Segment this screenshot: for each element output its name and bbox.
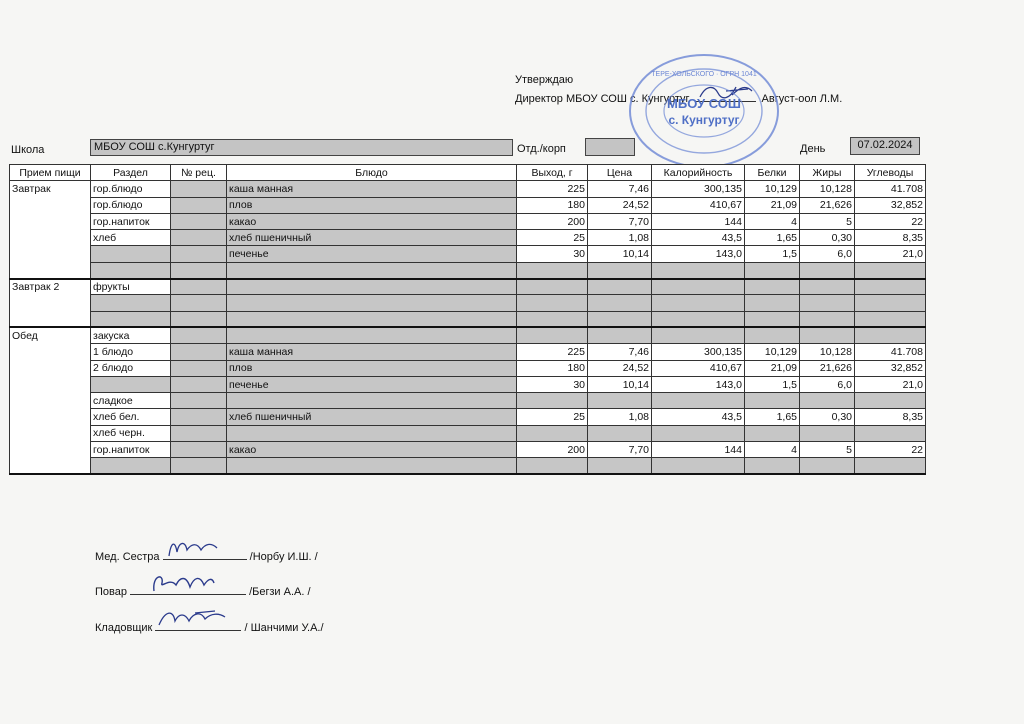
fat-cell: 21,626 bbox=[800, 197, 855, 213]
col-fat: Жиры bbox=[800, 165, 855, 181]
recipe-cell bbox=[171, 425, 227, 441]
col-recipe: № рец. bbox=[171, 165, 227, 181]
table-row bbox=[10, 442, 926, 458]
output-cell bbox=[517, 295, 588, 311]
section-cell bbox=[91, 246, 171, 262]
section-cell: гор.напиток bbox=[91, 213, 171, 229]
section-cell: 1 блюдо bbox=[91, 344, 171, 360]
recipe-cell bbox=[171, 458, 227, 474]
output-cell bbox=[517, 327, 588, 343]
carbs-cell: 41.708 bbox=[855, 181, 926, 197]
approval-director-name: Август-оол Л.М. bbox=[761, 93, 843, 105]
table-row bbox=[10, 409, 926, 425]
section-cell bbox=[91, 458, 171, 474]
signature-storekeeper bbox=[95, 617, 324, 634]
recipe-cell bbox=[171, 360, 227, 376]
recipe-cell bbox=[171, 311, 227, 327]
approval-title: Утверждаю bbox=[515, 74, 574, 86]
recipe-cell bbox=[171, 327, 227, 343]
calories-cell bbox=[652, 425, 745, 441]
nurse-name: /Норбу И.Ш. / bbox=[249, 551, 318, 563]
meal-cell bbox=[10, 425, 91, 441]
carbs-cell: 22 bbox=[855, 442, 926, 458]
calories-cell: 300,135 bbox=[652, 181, 745, 197]
fat-cell: 6,0 bbox=[800, 246, 855, 262]
fat-cell bbox=[800, 279, 855, 295]
protein-cell: 21,09 bbox=[745, 360, 800, 376]
day-field: 07.02.2024 bbox=[850, 137, 920, 155]
protein-cell: 4 bbox=[745, 442, 800, 458]
calories-cell: 143,0 bbox=[652, 246, 745, 262]
output-cell: 30 bbox=[517, 246, 588, 262]
col-meal: Прием пищи bbox=[10, 165, 91, 181]
meal-cell bbox=[10, 262, 91, 278]
dish-cell: плов bbox=[227, 360, 517, 376]
table-row bbox=[10, 246, 926, 262]
price-cell: 7,70 bbox=[588, 442, 652, 458]
protein-cell: 10,129 bbox=[745, 181, 800, 197]
section-cell: фрукты bbox=[91, 279, 171, 295]
price-cell: 7,70 bbox=[588, 213, 652, 229]
carbs-cell: 32,852 bbox=[855, 360, 926, 376]
output-cell bbox=[517, 279, 588, 295]
price-cell bbox=[588, 425, 652, 441]
section-cell: хлеб bbox=[91, 230, 171, 246]
fat-cell bbox=[800, 311, 855, 327]
school-label: Школа bbox=[11, 144, 45, 156]
price-cell bbox=[588, 279, 652, 295]
price-cell: 7,46 bbox=[588, 181, 652, 197]
recipe-cell bbox=[171, 197, 227, 213]
price-cell bbox=[588, 295, 652, 311]
output-cell: 25 bbox=[517, 230, 588, 246]
calories-cell bbox=[652, 311, 745, 327]
dish-cell: каша манная bbox=[227, 344, 517, 360]
carbs-cell bbox=[855, 311, 926, 327]
dish-cell: каша манная bbox=[227, 181, 517, 197]
carbs-cell: 32,852 bbox=[855, 197, 926, 213]
meal-cell: Завтрак 2 bbox=[10, 279, 91, 295]
output-cell: 30 bbox=[517, 376, 588, 392]
col-price: Цена bbox=[588, 165, 652, 181]
fat-cell bbox=[800, 458, 855, 474]
output-cell: 180 bbox=[517, 360, 588, 376]
table-row bbox=[10, 360, 926, 376]
fat-cell: 0,30 bbox=[800, 409, 855, 425]
recipe-cell bbox=[171, 409, 227, 425]
col-protein: Белки bbox=[745, 165, 800, 181]
calories-cell: 410,67 bbox=[652, 197, 745, 213]
fat-cell bbox=[800, 393, 855, 409]
recipe-cell bbox=[171, 279, 227, 295]
meal-cell bbox=[10, 458, 91, 474]
calories-cell bbox=[652, 393, 745, 409]
stamp-ring-text: ТЕРЕ-ХОЛЬСКОГО · ОГРН 1041 bbox=[651, 71, 757, 78]
carbs-cell: 8,35 bbox=[855, 230, 926, 246]
table-header-row bbox=[10, 165, 926, 181]
protein-cell bbox=[745, 262, 800, 278]
carbs-cell bbox=[855, 295, 926, 311]
protein-cell bbox=[745, 295, 800, 311]
col-section: Раздел bbox=[91, 165, 171, 181]
table-row bbox=[10, 197, 926, 213]
section-cell: хлеб черн. bbox=[91, 425, 171, 441]
carbs-cell: 41.708 bbox=[855, 344, 926, 360]
protein-cell: 4 bbox=[745, 213, 800, 229]
protein-cell: 1,65 bbox=[745, 230, 800, 246]
price-cell bbox=[588, 393, 652, 409]
fat-cell: 0,30 bbox=[800, 230, 855, 246]
output-cell: 200 bbox=[517, 213, 588, 229]
dept-field bbox=[585, 138, 635, 156]
storekeeper-signature bbox=[155, 617, 241, 631]
cook-role: Повар bbox=[95, 586, 127, 598]
meal-cell bbox=[10, 295, 91, 311]
price-cell: 1,08 bbox=[588, 230, 652, 246]
section-cell bbox=[91, 295, 171, 311]
meal-cell bbox=[10, 393, 91, 409]
approval-director-title: Директор МБОУ СОШ с. Кунгуртуг bbox=[515, 93, 690, 105]
section-cell: гор.блюдо bbox=[91, 181, 171, 197]
protein-cell bbox=[745, 327, 800, 343]
col-carbs: Углеводы bbox=[855, 165, 926, 181]
storekeeper-name: / Шанчими У.А./ bbox=[244, 622, 324, 634]
section-cell: закуска bbox=[91, 327, 171, 343]
table-row bbox=[10, 262, 926, 278]
output-cell bbox=[517, 393, 588, 409]
dish-cell bbox=[227, 425, 517, 441]
stamp-seal-icon bbox=[627, 52, 781, 170]
dish-cell: печенье bbox=[227, 246, 517, 262]
meal-cell bbox=[10, 246, 91, 262]
output-cell: 180 bbox=[517, 197, 588, 213]
output-cell bbox=[517, 311, 588, 327]
day-label: День bbox=[800, 143, 826, 155]
carbs-cell bbox=[855, 279, 926, 295]
fat-cell bbox=[800, 262, 855, 278]
price-cell bbox=[588, 327, 652, 343]
dish-cell: хлеб пшеничный bbox=[227, 409, 517, 425]
calories-cell bbox=[652, 458, 745, 474]
section-cell bbox=[91, 262, 171, 278]
table-row bbox=[10, 181, 926, 197]
dish-cell: хлеб пшеничный bbox=[227, 230, 517, 246]
storekeeper-role: Кладовщик bbox=[95, 622, 153, 634]
recipe-cell bbox=[171, 181, 227, 197]
table-row bbox=[10, 425, 926, 441]
col-calories: Калорийность bbox=[652, 165, 745, 181]
recipe-cell bbox=[171, 230, 227, 246]
nurse-role: Мед. Сестра bbox=[95, 551, 160, 563]
calories-cell: 144 bbox=[652, 213, 745, 229]
fat-cell: 10,128 bbox=[800, 181, 855, 197]
meal-cell bbox=[10, 230, 91, 246]
protein-cell bbox=[745, 458, 800, 474]
price-cell bbox=[588, 458, 652, 474]
carbs-cell bbox=[855, 458, 926, 474]
recipe-cell bbox=[171, 213, 227, 229]
table-row bbox=[10, 213, 926, 229]
meal-cell: Обед bbox=[10, 327, 91, 343]
carbs-cell: 21,0 bbox=[855, 376, 926, 392]
section-cell bbox=[91, 376, 171, 392]
table-row bbox=[10, 279, 926, 295]
fat-cell bbox=[800, 425, 855, 441]
recipe-cell bbox=[171, 295, 227, 311]
meal-cell bbox=[10, 376, 91, 392]
stamp-center-line2: с. Кунгуртуг bbox=[668, 113, 740, 127]
protein-cell: 1,5 bbox=[745, 376, 800, 392]
protein-cell: 1,5 bbox=[745, 246, 800, 262]
dish-cell: какао bbox=[227, 442, 517, 458]
table-row bbox=[10, 295, 926, 311]
section-cell: хлеб бел. bbox=[91, 409, 171, 425]
calories-cell bbox=[652, 262, 745, 278]
calories-cell: 143,0 bbox=[652, 376, 745, 392]
table-row bbox=[10, 230, 926, 246]
fat-cell: 21,626 bbox=[800, 360, 855, 376]
meal-cell bbox=[10, 311, 91, 327]
calories-cell bbox=[652, 327, 745, 343]
price-cell: 7,46 bbox=[588, 344, 652, 360]
cook-signature bbox=[130, 581, 246, 595]
meal-cell bbox=[10, 360, 91, 376]
carbs-cell: 21,0 bbox=[855, 246, 926, 262]
price-cell: 24,52 bbox=[588, 360, 652, 376]
price-cell: 10,14 bbox=[588, 376, 652, 392]
dish-cell bbox=[227, 279, 517, 295]
output-cell: 225 bbox=[517, 181, 588, 197]
menu-table bbox=[9, 164, 926, 475]
calories-cell: 144 bbox=[652, 442, 745, 458]
table-row bbox=[10, 327, 926, 343]
fat-cell: 10,128 bbox=[800, 344, 855, 360]
protein-cell bbox=[745, 425, 800, 441]
carbs-cell: 8,35 bbox=[855, 409, 926, 425]
protein-cell: 10,129 bbox=[745, 344, 800, 360]
calories-cell: 43,5 bbox=[652, 409, 745, 425]
section-cell: 2 блюдо bbox=[91, 360, 171, 376]
protein-cell: 1,65 bbox=[745, 409, 800, 425]
fat-cell: 5 bbox=[800, 442, 855, 458]
dish-cell bbox=[227, 311, 517, 327]
dish-cell bbox=[227, 458, 517, 474]
dish-cell: плов bbox=[227, 197, 517, 213]
protein-cell bbox=[745, 311, 800, 327]
carbs-cell: 22 bbox=[855, 213, 926, 229]
carbs-cell bbox=[855, 327, 926, 343]
output-cell: 25 bbox=[517, 409, 588, 425]
dish-cell: какао bbox=[227, 213, 517, 229]
dept-label: Отд./корп bbox=[517, 143, 566, 155]
table-row bbox=[10, 393, 926, 409]
fat-cell bbox=[800, 327, 855, 343]
col-dish: Блюдо bbox=[227, 165, 517, 181]
section-cell: сладкое bbox=[91, 393, 171, 409]
section-cell bbox=[91, 311, 171, 327]
calories-cell: 43,5 bbox=[652, 230, 745, 246]
table-row bbox=[10, 344, 926, 360]
recipe-cell bbox=[171, 393, 227, 409]
protein-cell: 21,09 bbox=[745, 197, 800, 213]
school-field: МБОУ СОШ с.Кунгуртуг bbox=[90, 139, 513, 156]
section-cell: гор.блюдо bbox=[91, 197, 171, 213]
output-cell bbox=[517, 458, 588, 474]
carbs-cell bbox=[855, 425, 926, 441]
price-cell bbox=[588, 262, 652, 278]
col-output: Выход, г bbox=[517, 165, 588, 181]
meal-cell bbox=[10, 409, 91, 425]
recipe-cell bbox=[171, 376, 227, 392]
recipe-cell bbox=[171, 262, 227, 278]
meal-cell: Завтрак bbox=[10, 181, 91, 197]
table-row bbox=[10, 376, 926, 392]
fat-cell: 5 bbox=[800, 213, 855, 229]
meal-cell bbox=[10, 442, 91, 458]
dish-cell bbox=[227, 262, 517, 278]
calories-cell bbox=[652, 279, 745, 295]
dish-cell bbox=[227, 327, 517, 343]
recipe-cell bbox=[171, 246, 227, 262]
recipe-cell bbox=[171, 442, 227, 458]
fat-cell bbox=[800, 295, 855, 311]
calories-cell bbox=[652, 295, 745, 311]
table-row bbox=[10, 458, 926, 474]
fat-cell: 6,0 bbox=[800, 376, 855, 392]
section-cell: гор.напиток bbox=[91, 442, 171, 458]
output-cell: 225 bbox=[517, 344, 588, 360]
dish-cell: печенье bbox=[227, 376, 517, 392]
signature-cook bbox=[95, 581, 311, 598]
cook-name: /Бегзи А.А. / bbox=[249, 586, 311, 598]
school-stamp bbox=[627, 52, 781, 170]
price-cell: 24,52 bbox=[588, 197, 652, 213]
calories-cell: 300,135 bbox=[652, 344, 745, 360]
output-cell: 200 bbox=[517, 442, 588, 458]
carbs-cell bbox=[855, 393, 926, 409]
meal-cell bbox=[10, 213, 91, 229]
output-cell bbox=[517, 425, 588, 441]
table-row bbox=[10, 311, 926, 327]
protein-cell bbox=[745, 393, 800, 409]
output-cell bbox=[517, 262, 588, 278]
price-cell: 1,08 bbox=[588, 409, 652, 425]
carbs-cell bbox=[855, 262, 926, 278]
meal-cell bbox=[10, 197, 91, 213]
meal-cell bbox=[10, 344, 91, 360]
calories-cell: 410,67 bbox=[652, 360, 745, 376]
price-cell bbox=[588, 311, 652, 327]
dish-cell bbox=[227, 393, 517, 409]
stamp-center-line1: МБОУ СОШ bbox=[667, 96, 741, 111]
signature-nurse bbox=[95, 546, 318, 563]
nurse-signature bbox=[163, 546, 247, 560]
protein-cell bbox=[745, 279, 800, 295]
price-cell: 10,14 bbox=[588, 246, 652, 262]
recipe-cell bbox=[171, 344, 227, 360]
dish-cell bbox=[227, 295, 517, 311]
